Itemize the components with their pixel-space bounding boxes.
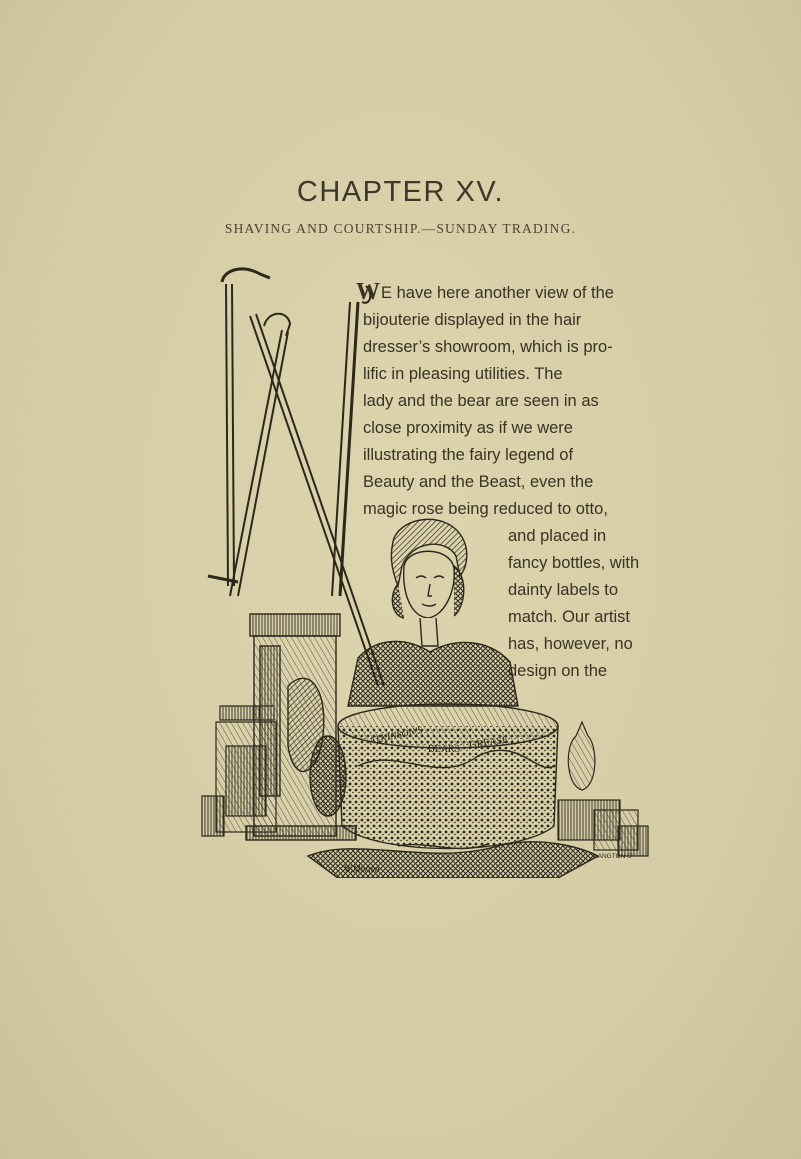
text-line: close proximity as if we were (363, 419, 573, 437)
text-line: match. Our artist (508, 608, 630, 626)
text-line: design on the (508, 662, 608, 680)
jar-label-atkinsons: ATKINSON'S (368, 724, 424, 747)
engraver-signature: W.Morten (344, 864, 380, 874)
text-line: dainty labels to (508, 581, 619, 599)
jar-label-bears: BEARS (428, 744, 461, 755)
text-line: has, however, no (508, 635, 633, 653)
jar-label-grease: GREASE (468, 734, 509, 751)
lady-bust (348, 519, 518, 706)
text-line: magic rose being reduced to otto, (363, 500, 608, 518)
text-line: Beauty and the Beast, even the (363, 473, 594, 491)
text-line: lific in pleasing utilities. The (363, 365, 563, 383)
small-jar (202, 706, 276, 836)
text-line: fancy bottles, with (508, 554, 640, 572)
text-line: and placed in (508, 527, 607, 545)
text-line: illustrating the fairy legend of (363, 446, 574, 464)
text-line: dresser’s showroom, which is pro- (363, 338, 613, 356)
chapter-title: CHAPTER XV. (296, 176, 505, 208)
engraver-mark: LANGTON Sᴵ (594, 853, 633, 860)
perfume-bottles (558, 722, 648, 856)
drop-cap-letter: W (356, 279, 380, 305)
text-line: lady and the bear are seen in as (363, 392, 599, 410)
text-line: E have here another view of the (381, 284, 614, 302)
bear-grease-pot (338, 704, 558, 849)
chapter-subtitle: SHAVING AND COURTSHIP.—SUNDAY TRADING. (224, 221, 577, 236)
text-line: bijouterie displayed in the hair (363, 311, 582, 329)
